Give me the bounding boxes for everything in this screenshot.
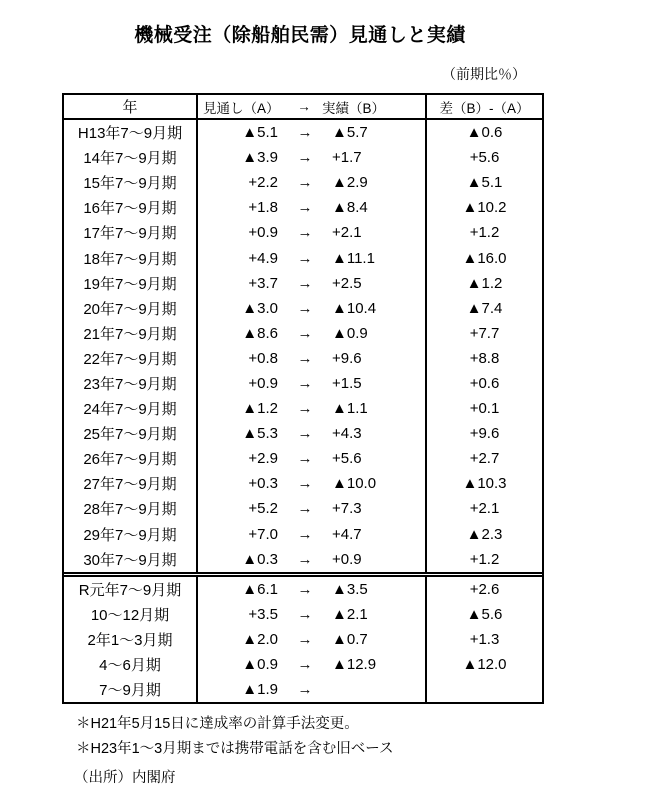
actual-value: ▲12.9 [332,655,377,673]
forecast-actual-cell [196,471,425,496]
diff-cell: ▲5.6 [425,602,542,627]
table-row [64,371,542,396]
forecast-actual-cell [196,522,425,547]
year-cell: R元年7～9月期 [78,581,182,599]
arrow-icon: → [297,475,313,493]
year-cell: 29年7～9月期 [83,526,177,544]
table-row [64,522,542,547]
actual-value: +2.1 [332,224,362,242]
footnote-old-base: ＊H23年1～3月期までは携帯電話を含む旧ベース [76,741,394,757]
arrow-icon: → [297,274,313,292]
diff-cell: ▲0.6 [425,120,542,145]
forecast-value: +3.7 [248,274,278,292]
forecast-value: ▲0.3 [242,550,278,568]
forecast-actual-cell [196,371,425,396]
year-cell: 15年7～9月期 [83,175,177,193]
table-row [64,120,542,145]
actual-value: +1.5 [332,374,362,392]
arrow-icon: → [297,224,313,242]
arrow-icon: → [297,400,313,418]
table-row [64,296,542,321]
year-cell: 30年7～9月期 [83,551,177,569]
table-row [64,220,542,245]
year-cell: 26年7～9月期 [83,451,177,469]
actual-value: ▲3.5 [332,580,368,598]
forecast-value: +2.2 [248,174,278,192]
arrow-icon: → [297,425,313,443]
table-row [64,245,542,270]
forecast-actual-cell [196,396,425,421]
actual-value: ▲2.9 [332,174,368,192]
forecast-value: ▲1.2 [242,400,278,418]
diff-cell: +0.6 [425,371,542,396]
actual-value: ▲5.7 [332,124,368,142]
actual-value: ▲2.1 [332,605,368,623]
diff-cell: +0.1 [425,396,542,421]
actual-value: +5.6 [332,450,362,468]
actual-value: +0.9 [332,550,362,568]
diff-cell: +1.2 [425,220,542,245]
table-header-row [64,95,542,120]
year-cell: 2年1～3月期 [87,631,173,649]
forecast-value: +7.0 [248,525,278,543]
header-year: 年 [122,99,138,116]
forecast-actual-cell [196,446,425,471]
forecast-value: ▲2.0 [242,630,278,648]
diff-cell: +7.7 [425,321,542,346]
table-row [64,421,542,446]
forecast-value: ▲3.0 [242,299,278,317]
actual-value: ▲0.7 [332,630,368,648]
forecast-value: +0.3 [248,475,278,493]
year-cell: 14年7～9月期 [83,150,177,168]
year-cell: H13年7～9月期 [77,125,183,143]
table-row [64,627,542,652]
diff-cell: ▲1.2 [425,271,542,296]
arrow-icon: → [297,124,313,142]
arrow-icon: → [297,655,313,673]
table-row [64,602,542,627]
diff-cell: +5.6 [425,145,542,170]
arrow-icon: → [297,580,313,598]
forecast-actual-cell [196,577,425,602]
arrow-icon: → [297,149,313,167]
year-cell: 21年7～9月期 [83,325,177,343]
diff-cell: +2.1 [425,496,542,521]
diff-cell: ▲7.4 [425,296,542,321]
year-cell: 23年7～9月期 [83,375,177,393]
diff-cell: ▲5.1 [425,170,542,195]
table-row [64,471,542,496]
table-section-reiwa [64,575,542,702]
table-row [64,271,542,296]
forecast-value: +4.9 [248,249,278,267]
forecast-actual-cell [196,321,425,346]
arrow-icon: → [297,199,313,217]
table-section-heisei [64,120,542,574]
forecast-actual-cell [196,271,425,296]
diff-cell: +2.6 [425,577,542,602]
table-row [64,170,542,195]
table-row [64,195,542,220]
table-row [64,577,542,602]
actual-value: ▲1.1 [332,400,368,418]
diff-cell: +2.7 [425,446,542,471]
year-cell: 10～12月期 [90,606,170,624]
arrow-icon: → [297,605,313,623]
year-cell: 22年7～9月期 [83,350,177,368]
diff-cell: +1.2 [425,547,542,572]
actual-value: +9.6 [332,349,362,367]
forecast-actual-cell [196,496,425,521]
source-label: （出所）内閣府 [74,770,176,786]
forecast-actual-cell [196,220,425,245]
year-cell: 28年7～9月期 [83,501,177,519]
footnote-calc-method: ＊H21年5月15日に達成率の計算手法変更。 [76,716,359,732]
diff-cell: ▲12.0 [425,652,542,677]
year-cell: 24年7～9月期 [83,401,177,419]
forecast-actual-cell [196,547,425,572]
forecast-actual-cell [196,677,425,702]
forecast-actual-cell [196,296,425,321]
forecast-value: +0.8 [248,349,278,367]
header-arrow-icon: → [297,99,311,114]
actual-value: +4.7 [332,525,362,543]
table-row [64,321,542,346]
diff-cell: ▲16.0 [425,245,542,270]
forecast-actual-cell [196,421,425,446]
forecast-value: +0.9 [248,374,278,392]
forecast-value: ▲0.9 [242,655,278,673]
forecast-actual-cell [196,195,425,220]
year-cell: 27年7～9月期 [83,476,177,494]
forecast-value: +2.9 [248,450,278,468]
actual-value: +4.3 [332,425,362,443]
table-row [64,346,542,371]
diff-cell: +8.8 [425,346,542,371]
diff-cell: ▲2.3 [425,522,542,547]
page-title: 機械受注（除船舶民需）見通しと実績 [134,25,466,46]
unit-note: （前期比％） [442,66,526,82]
table-row [64,547,542,572]
arrow-icon: → [297,630,313,648]
year-cell: 19年7～9月期 [83,275,177,293]
year-cell: 20年7～9月期 [83,300,177,318]
arrow-icon: → [297,324,313,342]
forecast-actual-cell [196,245,425,270]
arrow-icon: → [297,500,313,518]
header-actual-label: 実績（B） [322,100,386,116]
forecast-value: ▲1.9 [242,680,278,698]
actual-value: ▲10.4 [332,299,377,317]
forecast-actual-cell [196,652,425,677]
forecast-value: ▲5.3 [242,425,278,443]
year-cell: 7～9月期 [99,681,161,699]
forecast-value: ▲5.1 [242,124,278,142]
year-cell: 16年7～9月期 [83,200,177,218]
forecast-value: ▲3.9 [242,149,278,167]
table-row [64,446,542,471]
diff-cell: +1.3 [425,627,542,652]
header-diff: 差（B）-（A） [425,95,542,118]
table-row [64,652,542,677]
arrow-icon: → [297,349,313,367]
actual-value: ▲11.1 [332,249,375,267]
forecast-value: +5.2 [248,500,278,518]
header-forecast-actual [196,95,425,118]
forecast-value: +0.9 [248,224,278,242]
forecast-actual-cell [196,602,425,627]
arrow-icon: → [297,374,313,392]
arrow-icon: → [297,450,313,468]
forecast-value: ▲6.1 [242,580,278,598]
diff-cell [425,677,542,702]
arrow-icon: → [297,680,313,698]
table-row [64,496,542,521]
year-cell: 17年7～9月期 [83,225,177,243]
table-row [64,396,542,421]
orders-table [62,93,544,704]
header-forecast-label: 見通し（A） [203,100,280,116]
arrow-icon: → [297,550,313,568]
arrow-icon: → [297,299,313,317]
diff-cell: ▲10.3 [425,471,542,496]
actual-value: +7.3 [332,500,362,518]
year-cell: 18年7～9月期 [83,250,177,268]
year-cell: 25年7～9月期 [83,426,177,444]
table-row [64,677,542,702]
forecast-actual-cell [196,120,425,145]
table-row [64,145,542,170]
actual-value: ▲10.0 [332,475,377,493]
forecast-actual-cell [196,170,425,195]
forecast-value: +3.5 [248,605,278,623]
forecast-actual-cell [196,627,425,652]
actual-value: ▲8.4 [332,199,368,217]
arrow-icon: → [297,174,313,192]
diff-cell: ▲10.2 [425,195,542,220]
actual-value: +2.5 [332,274,362,292]
forecast-value: +1.8 [248,199,278,217]
forecast-actual-cell [196,145,425,170]
forecast-actual-cell [196,346,425,371]
diff-cell: +9.6 [425,421,542,446]
actual-value: ▲0.9 [332,324,368,342]
year-cell: 4～6月期 [99,656,161,674]
forecast-value: ▲8.6 [242,324,278,342]
arrow-icon: → [297,249,313,267]
arrow-icon: → [297,525,313,543]
actual-value: +1.7 [332,149,362,167]
